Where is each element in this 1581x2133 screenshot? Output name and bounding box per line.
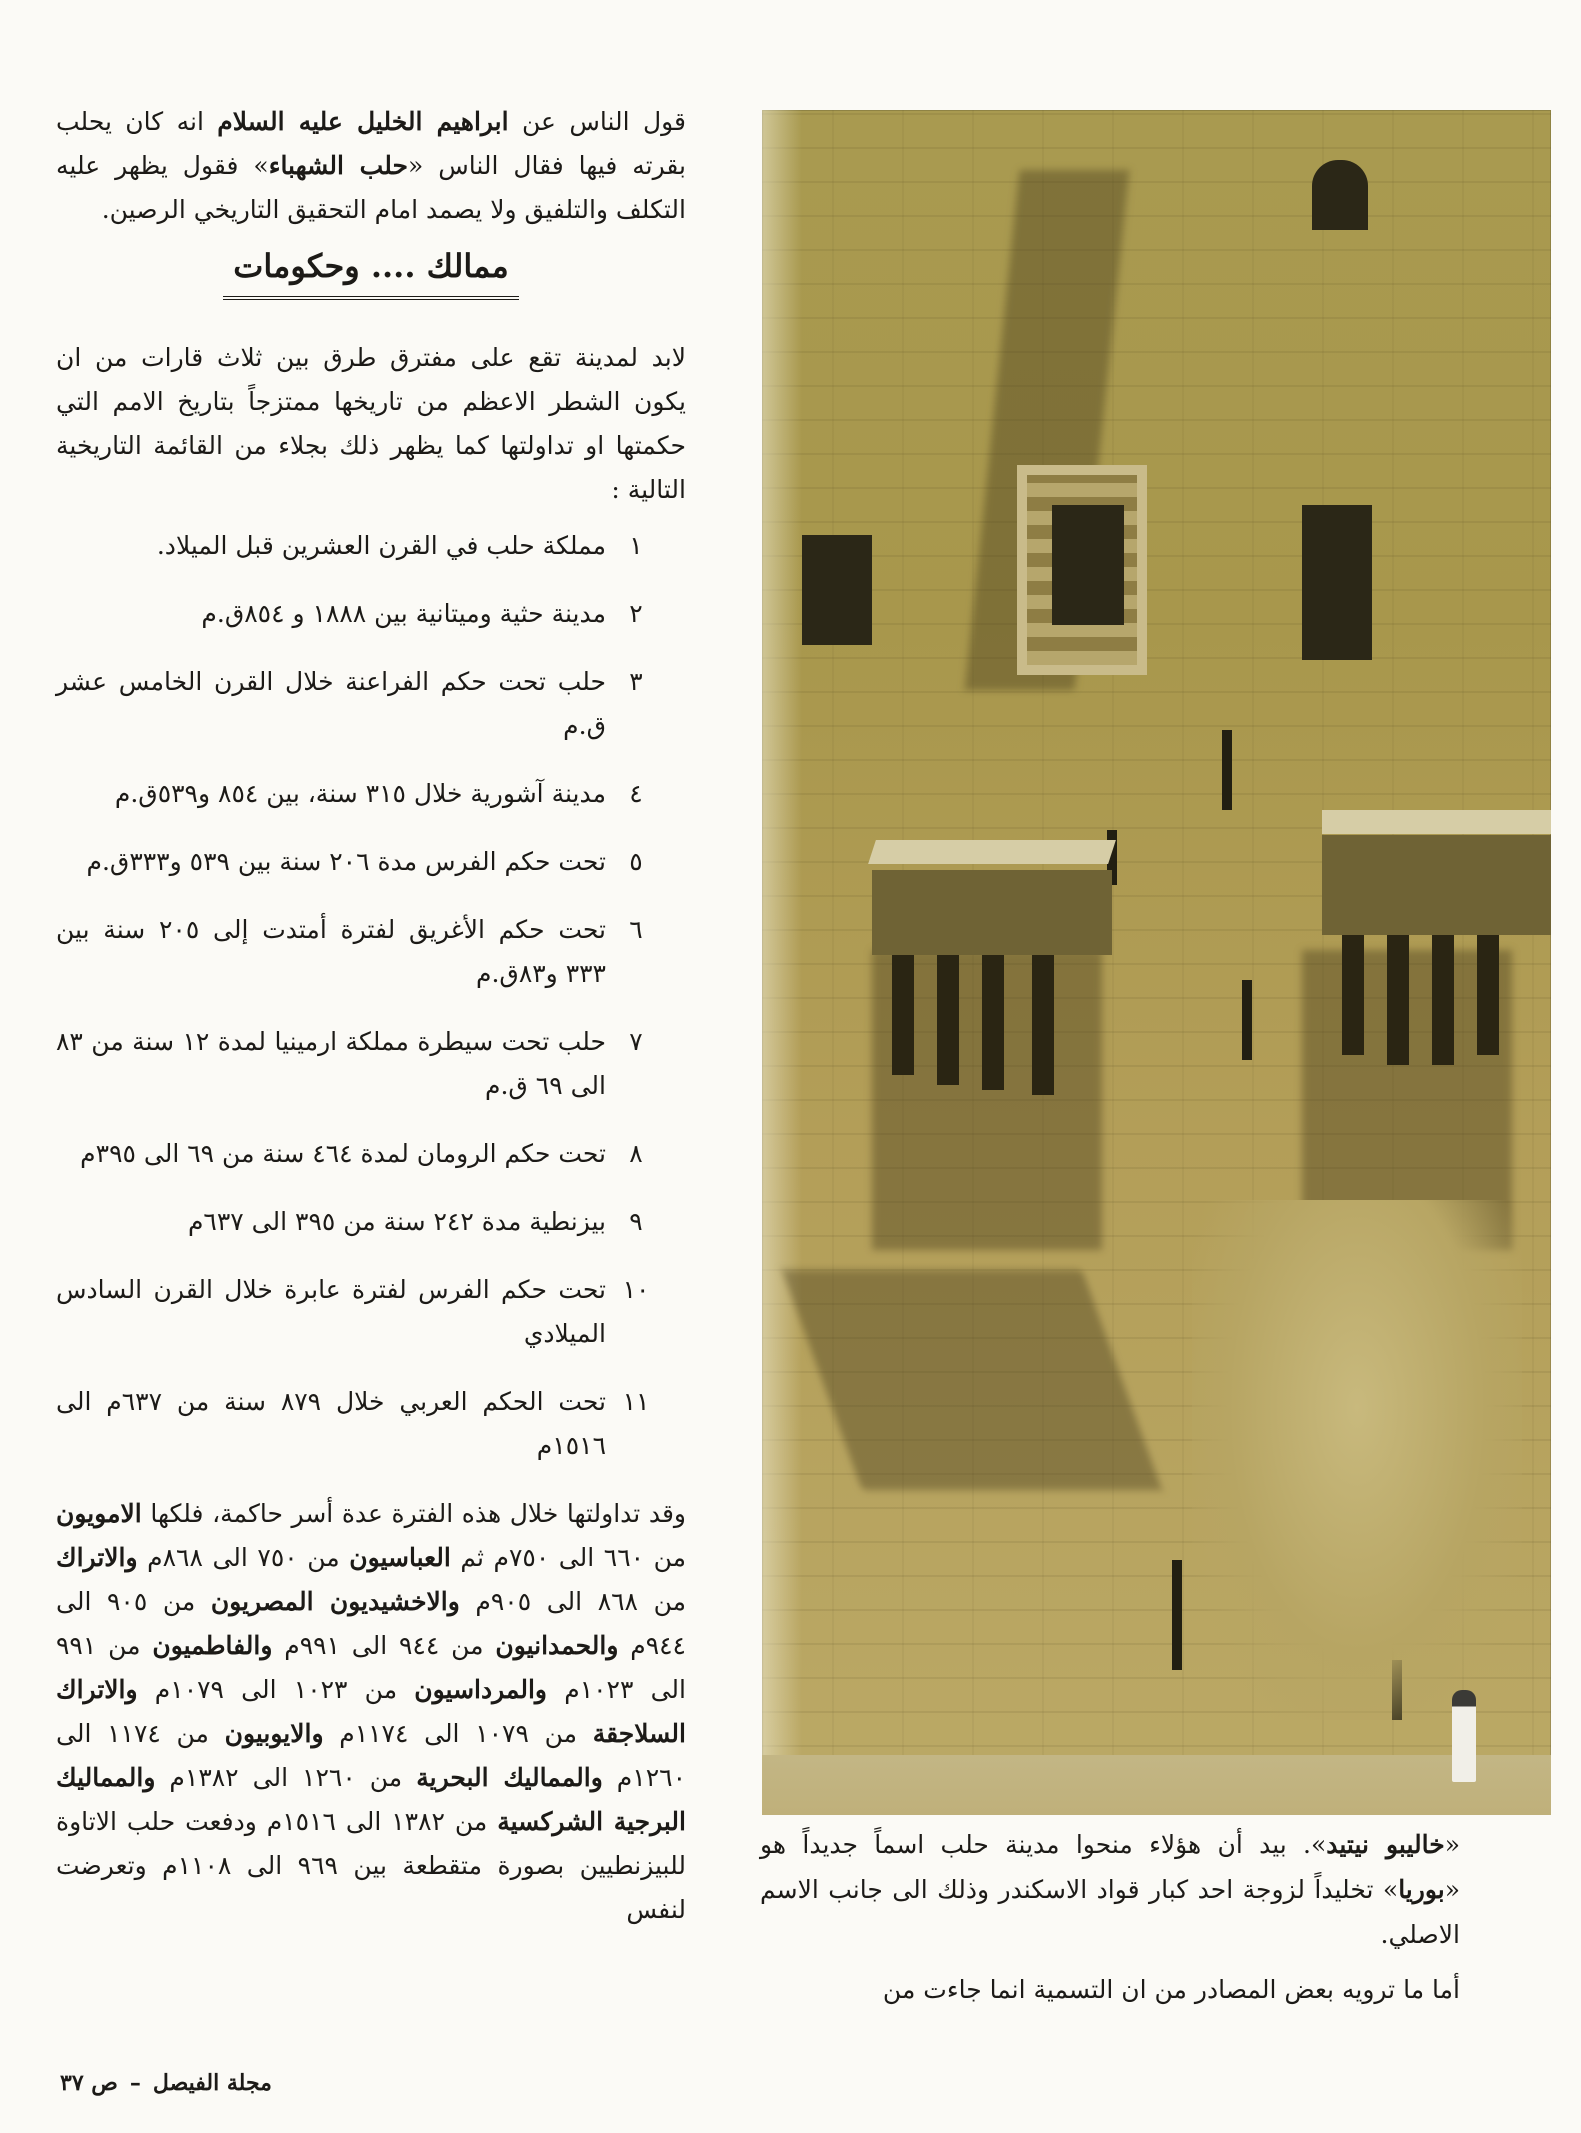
citadel-wall-photo: [762, 110, 1551, 1815]
caption-paragraph-2: أما ما ترويه بعض المصادر من ان التسمية انما جاءت من: [882, 1975, 1460, 2004]
history-list: [56, 524, 686, 1468]
list-item-number: ٣: [629, 667, 643, 696]
text-run: من ٩٤٤ الى ٩٩١م: [272, 1631, 496, 1660]
bold-term: ابراهيم الخليل عليه السلام: [217, 107, 509, 136]
list-item: [56, 660, 686, 748]
list-item: [56, 772, 686, 816]
caption-paragraph-1: [760, 1822, 1460, 1957]
list-item-number: ٨: [629, 1139, 643, 1168]
bold-term: والمماليك البحرية: [416, 1763, 603, 1792]
list-item-number: ٧: [629, 1027, 643, 1056]
text-run: من ١٢٦٠ الى ١٣٨٢م: [155, 1763, 417, 1792]
list-item-text: حلب تحت حكم الفراعنة خلال القرن الخامس عشر ق.م: [56, 667, 606, 740]
list-item: [56, 840, 686, 884]
text-run: قول الناس عن: [508, 107, 686, 136]
list-item: [56, 908, 686, 996]
text-run: » فقول يظهر عليه التكلف والتلفيق ولا يصمد امام التحقيق التاريخي الرصين.: [56, 151, 686, 224]
text-run: من ٦٦٠ الى ٧٥٠م ثم: [450, 1543, 687, 1572]
bold-term: والاتراك: [56, 1543, 138, 1572]
list-intro-paragraph: لابد لمدينة تقع على مفترق طرق بين ثلاث قارات من ان يكون الشطر الاعظم من تاريخها ممتزجاً بتاريخ الامم التي حكمتها او تداولتها كما يظهر ذلك بجلاء من القائمة التاريخية التالية :: [56, 343, 686, 504]
bold-term: والاتراك السلاجقة: [56, 1675, 686, 1748]
list-item-number: ١٠: [622, 1275, 650, 1304]
text-run: من ١٠٧٩ الى ١١٧٤م: [323, 1719, 593, 1748]
list-item-number: ٢: [629, 599, 643, 628]
bold-term: والمماليك البرجية الشركسية: [56, 1763, 686, 1836]
bold-term: والحمدانيون: [495, 1631, 619, 1660]
list-item-number: ١: [629, 531, 643, 560]
list-item-number: ٤: [629, 779, 643, 808]
page-number: ص ٣٧: [60, 2070, 118, 2096]
list-item-text: مدينة آشورية خلال ٣١٥ سنة، بين ٨٥٤ و٥٣٩ق.م: [114, 779, 606, 808]
dynasties-paragraph: [56, 1492, 686, 1932]
list-item: [56, 1268, 686, 1356]
list-item: [56, 524, 686, 568]
text-run: انه كان يحلب بقرته فيها فقال الناس «: [56, 107, 686, 180]
text-run: من ١٠٢٣ الى ١٠٧٩م: [137, 1675, 415, 1704]
text-run: من ٧٥٠ الى ٨٦٨م: [137, 1543, 350, 1572]
list-item-text: بيزنطية مدة ٢٤٢ سنة من ٣٩٥ الى ٦٣٧م: [187, 1207, 606, 1236]
list-item-text: تحت حكم الأغريق لفترة أمتدت إلى ٢٠٥ سنة بين ٣٣٣ و٨٣ق.م: [56, 915, 606, 988]
text-run: » تخليداً لزوجة احد كبار قواد الاسكندر وذلك الى جانب الاسم الاصلي.: [760, 1875, 1460, 1949]
magazine-name: مجلة الفيصل: [152, 2070, 272, 2096]
list-item-text: تحت حكم الفرس لفترة عابرة خلال القرن السادس الميلادي: [56, 1275, 606, 1348]
text-run: من ١٣٨٢ الى ١٥١٦م ودفعت حلب الاتاوة للبيزنطيين بصورة متقطعة بين ٩٦٩ الى ١١٠٨م وتعرضت لنفس: [56, 1807, 686, 1924]
text-run: وقد تداولتها خلال هذه الفترة عدة أسر حاكمة، فلكها: [141, 1499, 686, 1528]
list-item-text: تحت الحكم العربي خلال ٨٧٩ سنة من ٦٣٧م الى ١٥١٦م: [56, 1387, 606, 1460]
bold-term: خاليبو نيتيد: [1326, 1830, 1445, 1859]
text-run: من ٩٩١ الى ١٠٢٣م: [56, 1631, 686, 1704]
text-run: من ٩٠٥ الى ٩٤٤م: [56, 1587, 686, 1660]
list-item: [56, 1132, 686, 1176]
list-item-text: مملكة حلب في القرن العشرين قبل الميلاد.: [156, 531, 606, 560]
list-item-text: حلب تحت سيطرة مملكة ارمينيا لمدة ١٢ سنة من ٨٣ الى ٦٩ ق.م: [56, 1027, 606, 1100]
page-footer: [60, 2070, 272, 2096]
list-item: [56, 1020, 686, 1108]
photo-caption: [760, 1822, 1460, 2012]
article-column: [56, 100, 686, 1932]
text-run: من ٨٦٨ الى ٩٠٥م: [459, 1587, 686, 1616]
text-run: ». بيد أن هؤلاء منحوا مدينة حلب اسماً جديداً هو «: [760, 1830, 1461, 1904]
section-heading: ممالك .... وحكومات: [223, 244, 518, 300]
bold-term: والايوبيون: [224, 1719, 324, 1748]
list-item-text: مدينة حثية وميتانية بين ١٨٨٨ و ٨٥٤ق.م: [201, 599, 606, 628]
list-item-number: ٥: [629, 847, 643, 876]
intro-paragraph: [56, 100, 686, 232]
bold-term: والاخشيديون المصريون: [210, 1587, 460, 1616]
footer-separator: –: [129, 2070, 141, 2096]
bold-term: والفاطميون: [152, 1631, 273, 1660]
list-item-number: ١١: [622, 1387, 650, 1416]
list-item-text: تحت حكم الفرس مدة ٢٠٦ سنة بين ٥٣٩ و٣٣٣ق.م: [86, 847, 606, 876]
bold-term: حلب الشهباء: [268, 151, 408, 180]
bold-term: العباسيون: [349, 1543, 451, 1572]
person-figure: [1452, 1690, 1476, 1782]
text-run: «: [1444, 1830, 1461, 1859]
bold-term: والمرداسيون: [414, 1675, 548, 1704]
list-item-number: ٦: [629, 915, 643, 944]
list-item: [56, 1200, 686, 1244]
text-run: من ١١٧٤ الى ١٢٦٠م: [56, 1719, 686, 1792]
list-item-text: تحت حكم الرومان لمدة ٤٦٤ سنة من ٦٩ الى ٣٩٥م: [80, 1139, 606, 1168]
bold-term: الامويون: [56, 1499, 142, 1528]
list-item: [56, 592, 686, 636]
list-item: [56, 1380, 686, 1468]
bold-term: بوريا: [1398, 1875, 1445, 1904]
list-item-number: ٩: [629, 1207, 643, 1236]
